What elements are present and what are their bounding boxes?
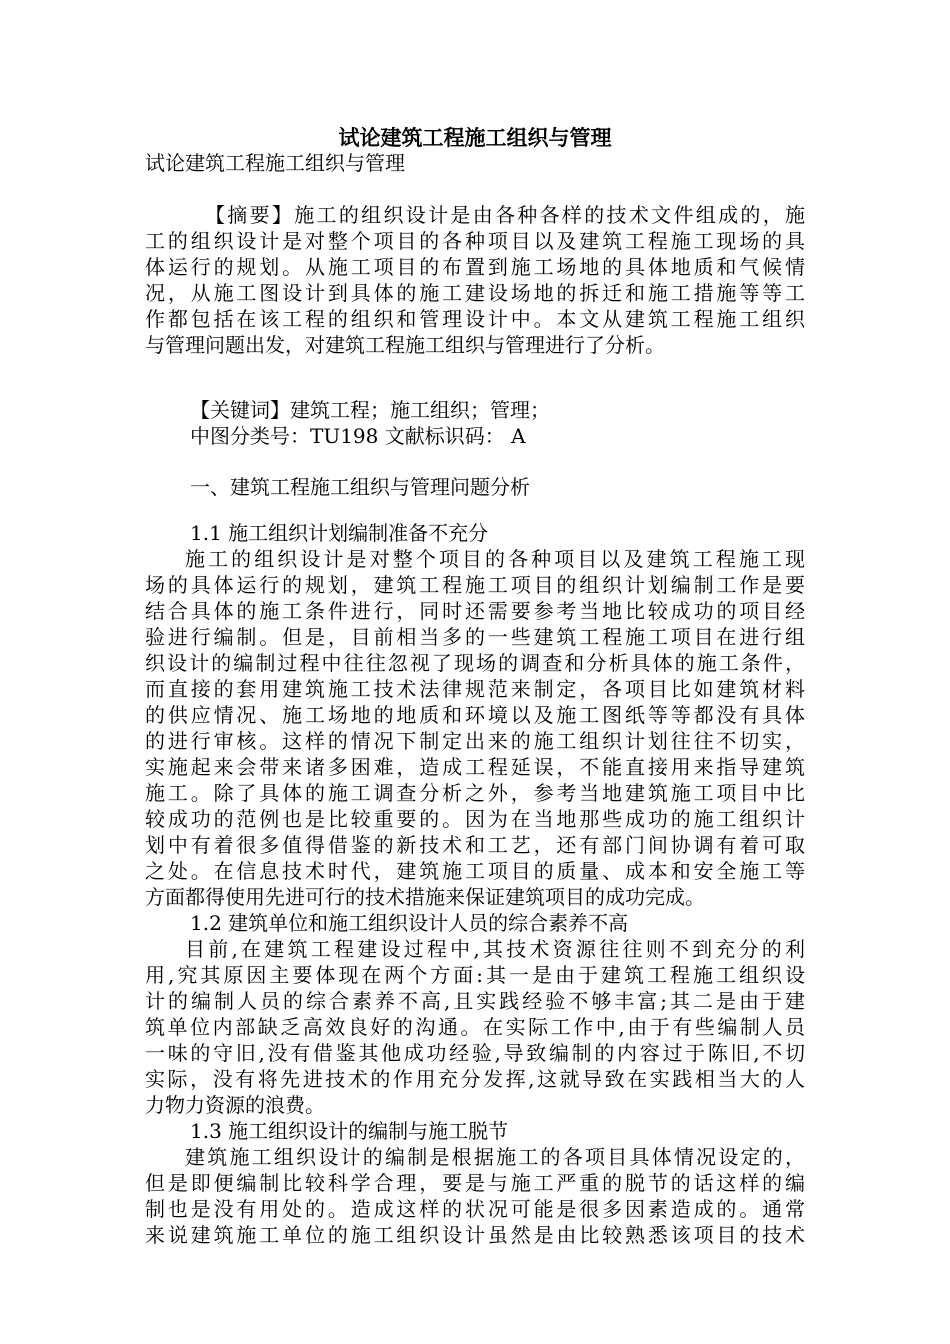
body-line: 计的编制人员的综合素养不高,且实践经验不够丰富;其二是由于建 [145, 989, 805, 1013]
body-line: 建筑施工组织设计的编制是根据施工的各项目具体情况设定的， [185, 1145, 805, 1169]
abstract-line: 【摘要】施工的组织设计是由各种各样的技术文件组成的，施 [205, 203, 805, 227]
subsection-heading: 1.3 施工组织设计的编制与施工脱节 [190, 1119, 509, 1143]
body-line: 但是即便编制比较科学合理，要是与施工严重的脱节的话这样的编 [145, 1171, 805, 1195]
document-subtitle [145, 150, 805, 176]
abstract-line: 与管理问题出发，对建筑工程施工组织与管理进行了分析。 [145, 333, 665, 357]
body-line: 用,究其原因主要体现在两个方面:其一是由于建筑工程施工组织设 [145, 963, 805, 987]
body-line: 力物力资源的浪费。 [145, 1093, 325, 1117]
body-line: 实际，没有将先进技术的作用充分发挥,这就导致在实践相当大的人 [145, 1067, 805, 1091]
body-line: 来说建筑施工单位的施工组织设计虽然是由比较熟悉该项目的技术 [145, 1223, 805, 1247]
body-line: 场的具体运行的规划，建筑工程施工项目的组织计划编制工作是要 [145, 573, 805, 597]
body-line: 实施起来会带来诸多困难，造成工程延误，不能直接用来指导建筑 [145, 755, 805, 779]
body-line: 划中有着很多值得借鉴的新技术和工艺，还有部门间协调有着可取 [145, 833, 805, 857]
body-line: 施工的组织设计是对整个项目的各种项目以及建筑工程施工现 [185, 547, 805, 571]
subtitle-text: 试论建筑工程施工组织与管理 [145, 151, 405, 175]
body-line: 目前,在建筑工程建设过程中,其技术资源往往则不到充分的利 [185, 937, 805, 961]
body-line: 的供应情况、施工场地的地质和环境以及施工图纸等等都没有具体 [145, 703, 805, 727]
body-line: 结合具体的施工条件进行，同时还需要参考当地比较成功的项目经 [145, 599, 805, 623]
document-title: 试论建筑工程施工组织与管理 [338, 125, 612, 150]
keywords-block [145, 397, 805, 449]
abstract-line: 况，从施工图设计到具体的施工建设场地的拆迁和施工措施等等工 [145, 281, 805, 305]
abstract-paragraph [145, 202, 805, 358]
section1-heading: 一、建筑工程施工组织与管理问题分析 [190, 475, 530, 499]
subsection-heading: 1.1 施工组织计划编制准备不充分 [190, 521, 489, 545]
body-line: 之处。在信息技术时代，建筑施工项目的质量、成本和安全施工等 [145, 859, 805, 883]
abstract-line: 工的组织设计是对整个项目的各种项目以及建筑工程施工现场的具 [145, 229, 805, 253]
abstract-line: 体运行的规划。从施工项目的布置到施工场地的具体地质和气候情 [145, 255, 805, 279]
section-heading [145, 474, 805, 500]
subsection-heading: 1.2 建筑单位和施工组织设计人员的综合素养不高 [190, 911, 629, 935]
body-line: 而直接的套用建筑施工技术法律规范来制定，各项目比如建筑材料 [145, 677, 805, 701]
body-line: 制也是没有用处的。造成这样的状况可能是很多因素造成的。通常 [145, 1197, 805, 1221]
body-line: 方面都得使用先进可行的技术措施来保证建筑项目的成功完成。 [145, 885, 705, 909]
body-line: 较成功的范例也是比较重要的。因为在当地那些成功的施工组织计 [145, 807, 805, 831]
keywords-line: 【关键词】建筑工程；施工组织；管理； [190, 398, 550, 422]
body-line: 的进行审核。这样的情况下制定出来的施工组织计划往往不切实， [145, 729, 805, 753]
body-line: 织设计的编制过程中往往忽视了现场的调查和分析具体的施工条件， [145, 651, 805, 675]
subsection-1-1 [145, 520, 805, 1248]
body-line: 一味的守旧,没有借鉴其他成功经验,导致编制的内容过于陈旧,不切 [145, 1041, 805, 1065]
classification-line: 中图分类号：TU198 文献标识码： A [190, 424, 526, 448]
body-line: 施工。除了具体的施工调查分析之外，参考当地建筑施工项目中比 [145, 781, 805, 805]
abstract-line: 作都包括在该工程的组织和管理设计中。本文从建筑工程施工组织 [145, 307, 805, 331]
body-line: 验进行编制。但是，目前相当多的一些建筑工程施工项目在进行组 [145, 625, 805, 649]
body-line: 筑单位内部缺乏高效良好的沟通。在实际工作中,由于有些编制人员 [145, 1015, 805, 1039]
